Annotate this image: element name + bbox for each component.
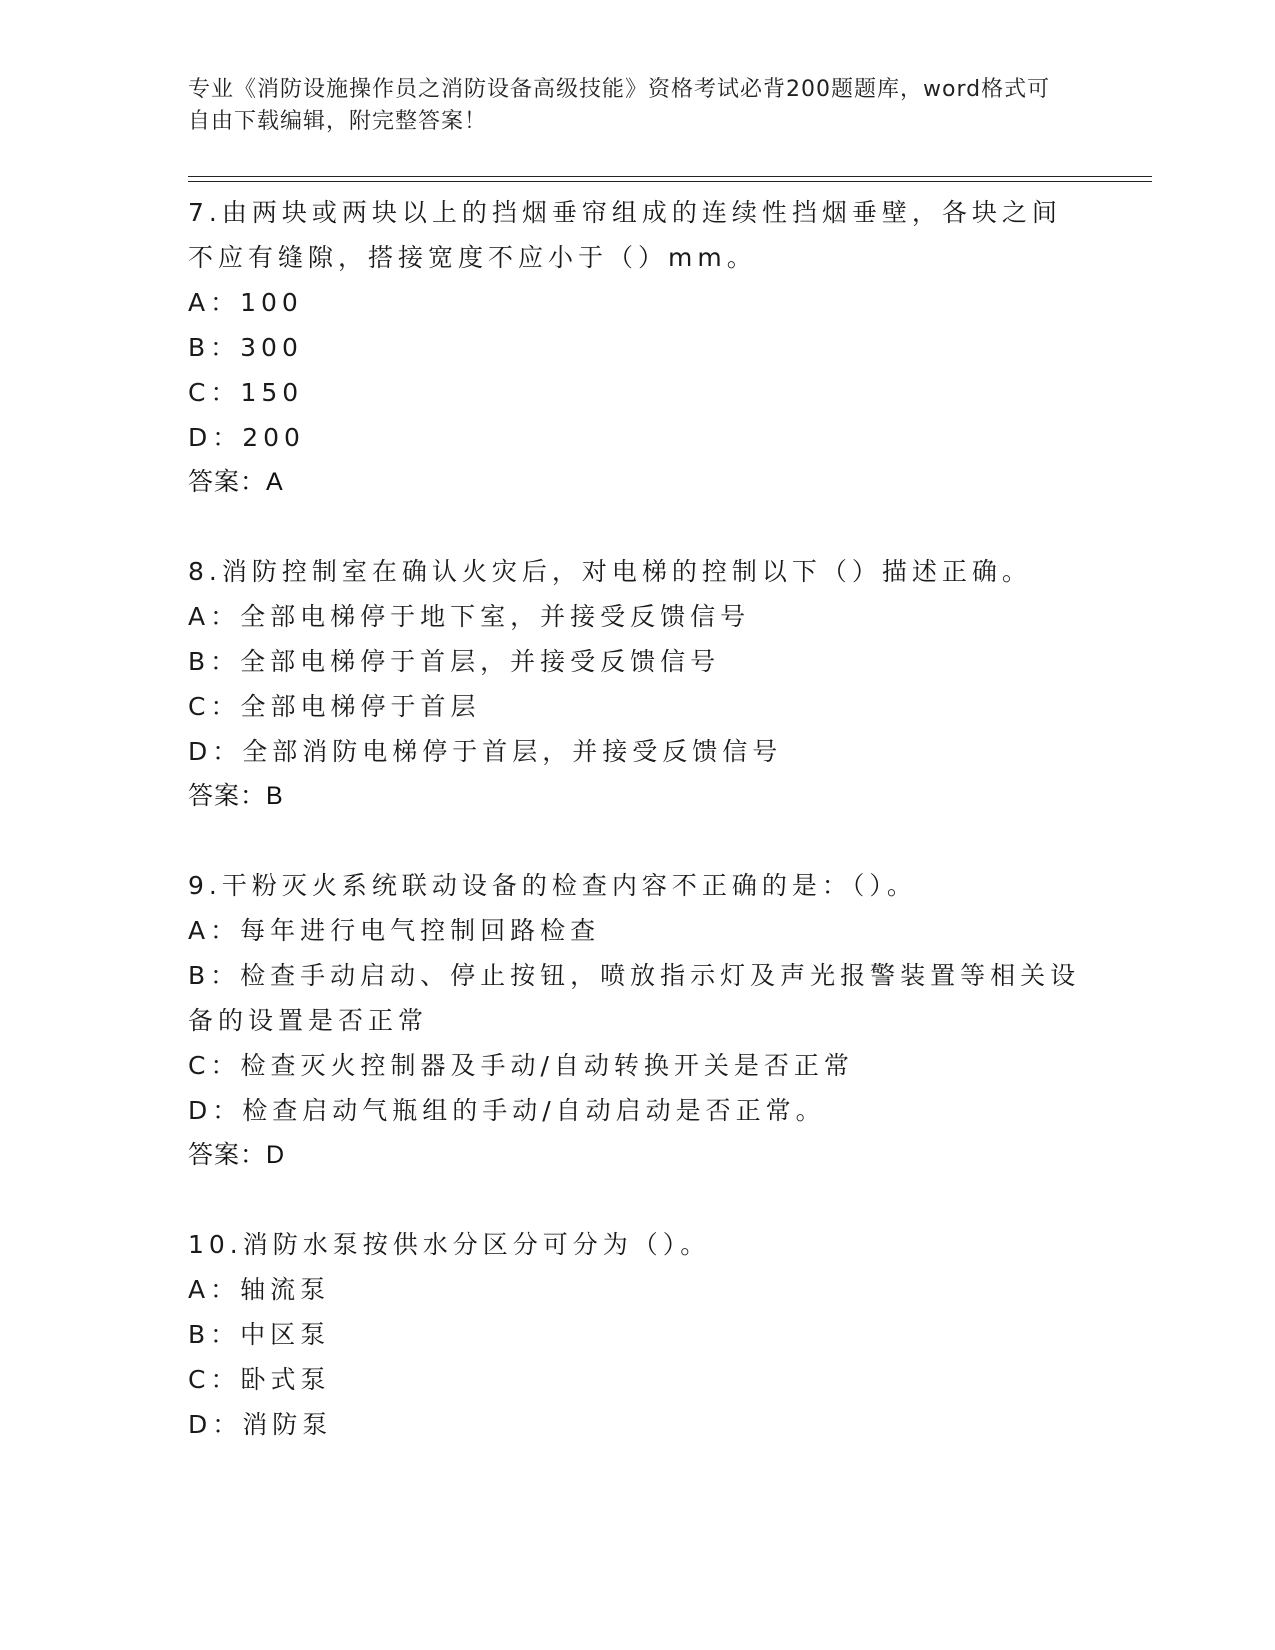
option-a: A：100 bbox=[188, 288, 303, 317]
option-a: A：轴流泵 bbox=[188, 1275, 331, 1304]
question-stem: 10.消防水泵按供水分区分可分为（）。 bbox=[188, 1230, 711, 1259]
answer: 答案：B bbox=[188, 782, 284, 810]
answer: 答案：D bbox=[188, 1141, 286, 1169]
question-8 bbox=[188, 549, 1088, 819]
question-stem: 9.干粉灭火系统联动设备的检查内容不正确的是：（）。 bbox=[188, 871, 917, 900]
question-10 bbox=[188, 1222, 1088, 1447]
option-c: C：全部电梯停于首层 bbox=[188, 692, 481, 721]
option-c: C：检查灭火控制器及手动/自动转换开关是否正常 bbox=[188, 1051, 854, 1080]
option-d: D：200 bbox=[188, 423, 305, 452]
header-divider bbox=[188, 176, 1152, 182]
option-a: A：每年进行电气控制回路检查 bbox=[188, 916, 601, 945]
option-c: C：卧式泵 bbox=[188, 1365, 331, 1394]
question-list bbox=[188, 190, 1088, 1491]
option-b: B：检查手动启动、停止按钮，喷放指示灯及声光报警装置等相关设备的设置是否正常 bbox=[188, 961, 1081, 1035]
option-b: B：中区泵 bbox=[188, 1320, 331, 1349]
question-9 bbox=[188, 863, 1088, 1178]
document-header: 专业《消防设施操作员之消防设备高级技能》资格考试必背200题题库，word格式可自由下载编辑，附完整答案！ bbox=[188, 77, 1051, 134]
answer: 答案：A bbox=[188, 468, 284, 496]
option-d: D：检查启动气瓶组的手动/自动启动是否正常。 bbox=[188, 1096, 826, 1125]
option-a: A：全部电梯停于地下室，并接受反馈信号 bbox=[188, 602, 751, 631]
option-d: D：全部消防电梯停于首层，并接受反馈信号 bbox=[188, 737, 783, 766]
question-stem: 8.消防控制室在确认火灾后，对电梯的控制以下（）描述正确。 bbox=[188, 557, 1032, 586]
option-b: B：全部电梯停于首层，并接受反馈信号 bbox=[188, 647, 721, 676]
question-stem: 7.由两块或两块以上的挡烟垂帘组成的连续性挡烟垂壁，各块之间不应有缝隙，搭接宽度不应小于（）mm。 bbox=[188, 198, 1062, 272]
option-c: C：150 bbox=[188, 378, 304, 407]
question-7 bbox=[188, 190, 1088, 505]
option-d: D：消防泵 bbox=[188, 1410, 333, 1439]
option-b: B：300 bbox=[188, 333, 303, 362]
